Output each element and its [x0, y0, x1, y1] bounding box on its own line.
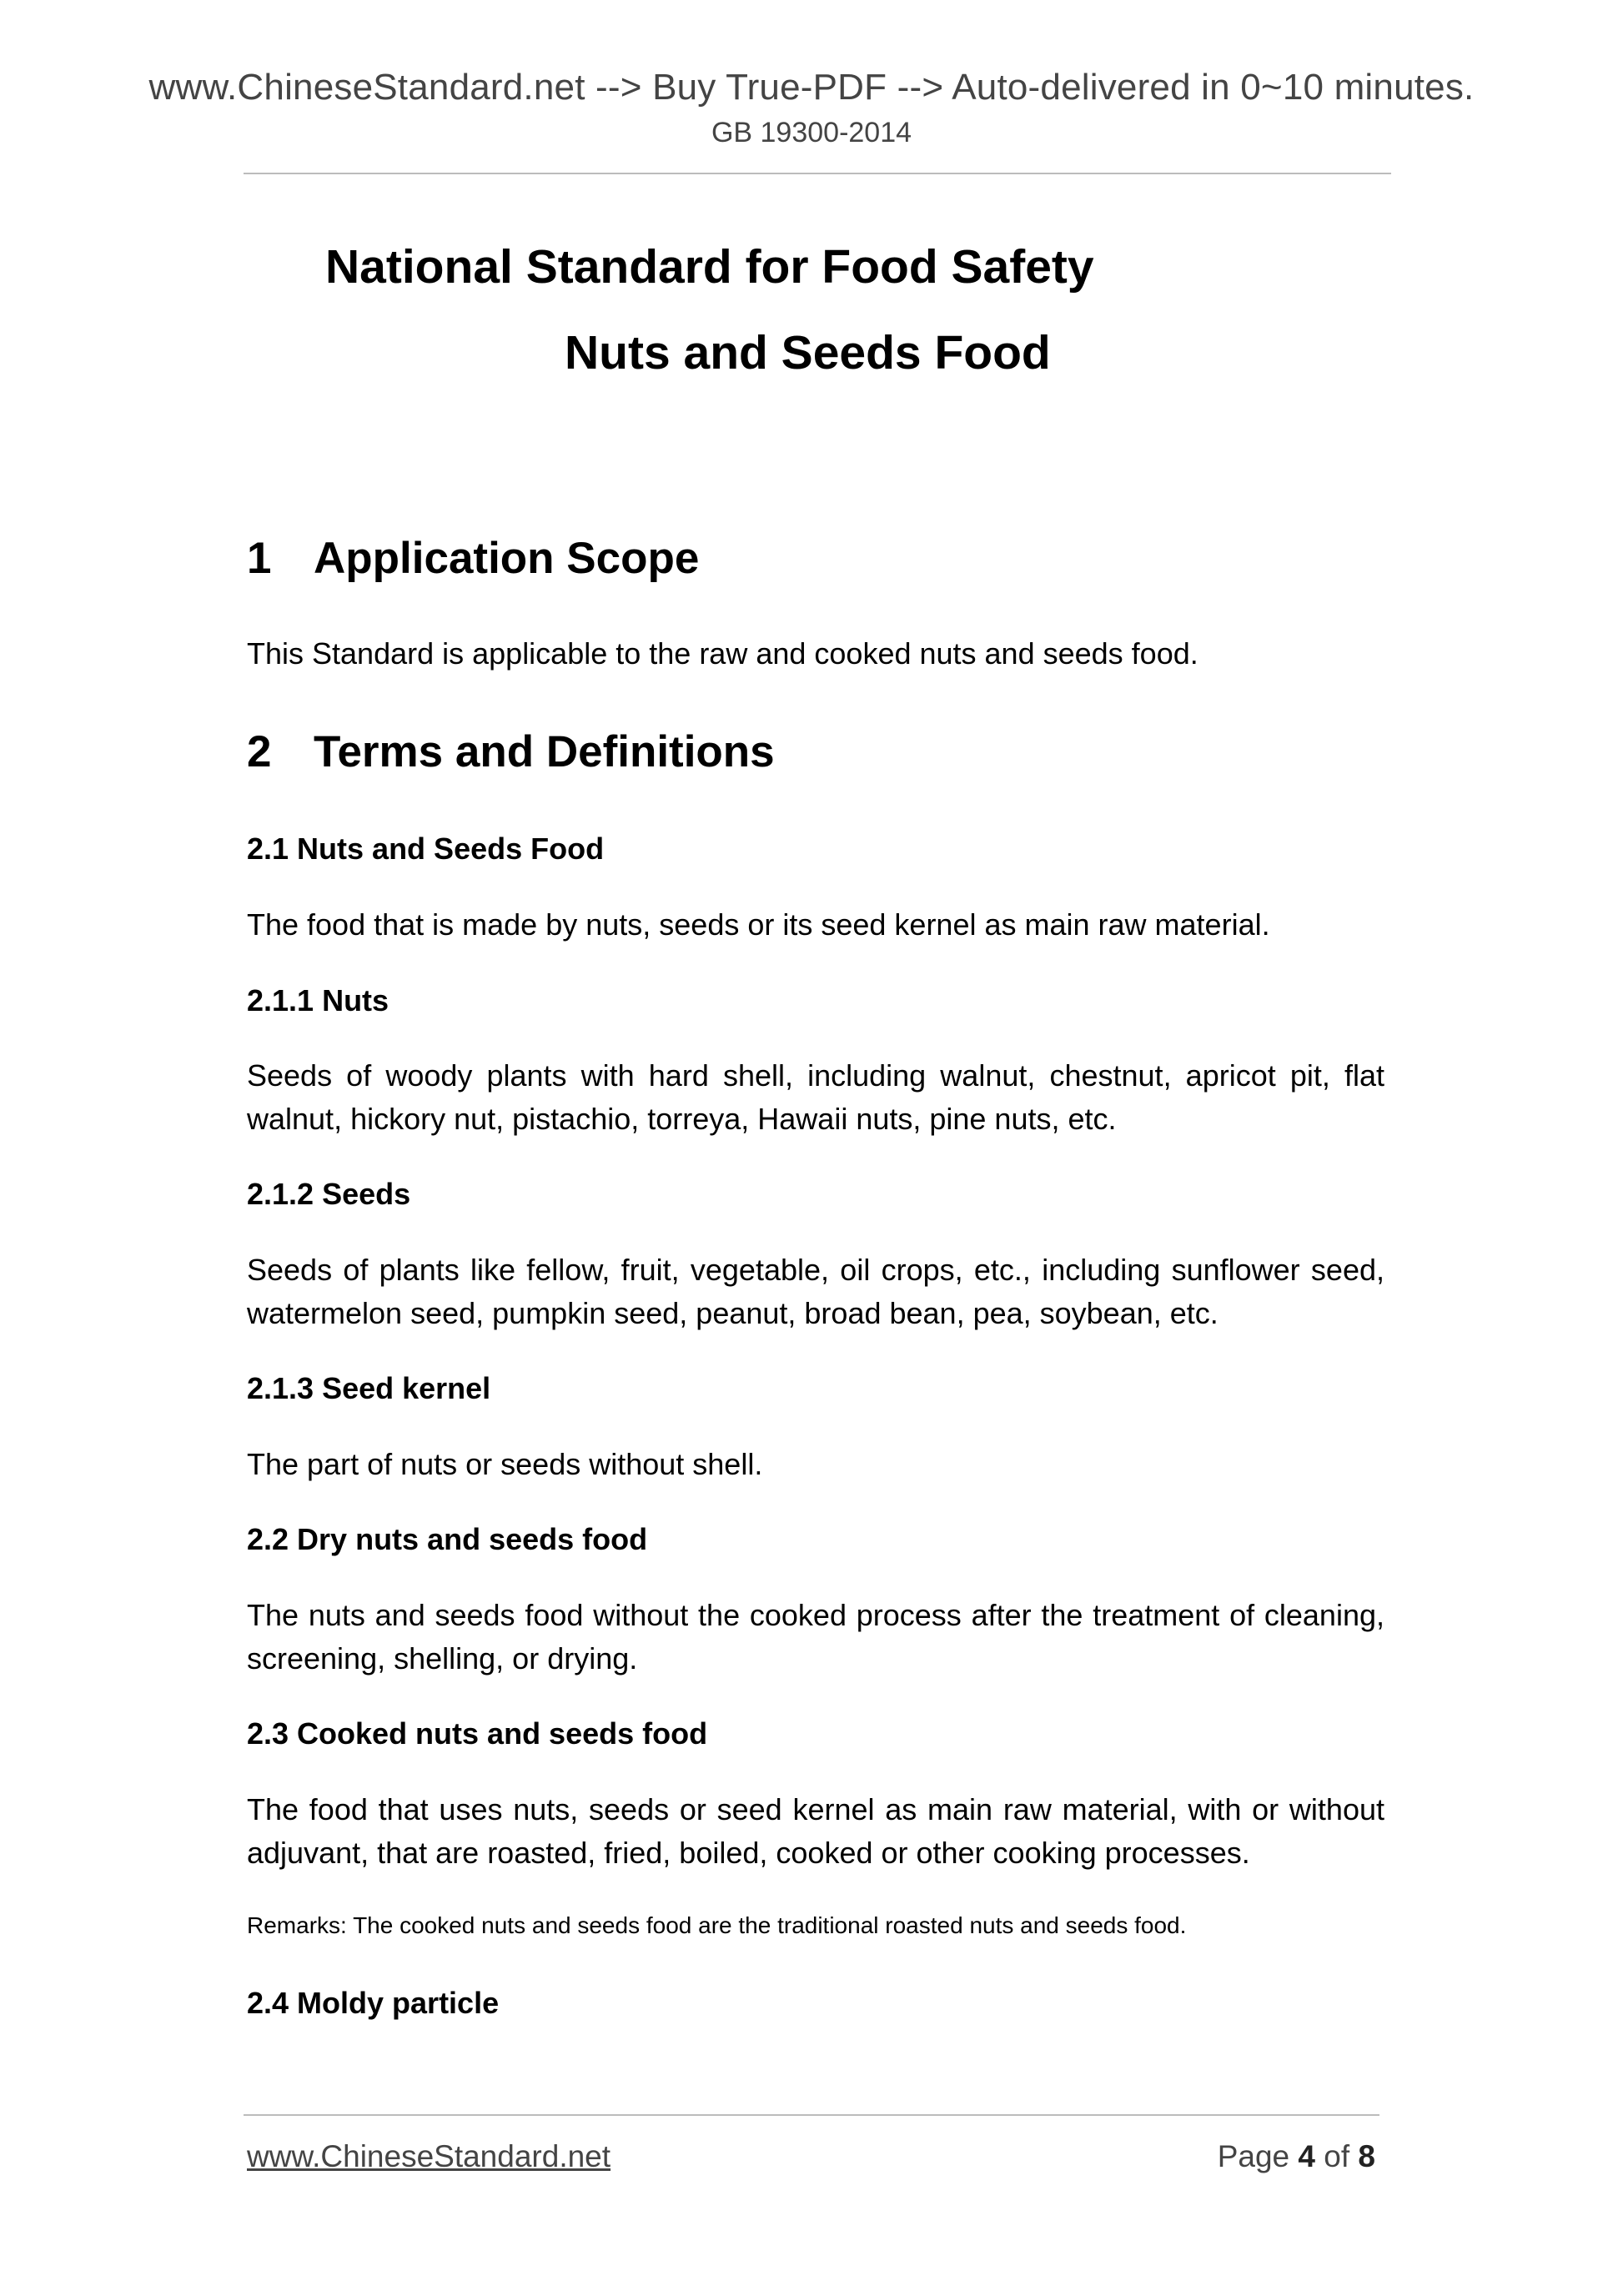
subsection-2-1-3-heading: 2.1.3 Seed kernel	[247, 1371, 491, 1405]
current-page: 4	[1298, 2139, 1315, 2173]
subsection-2-4-heading: 2.4 Moldy particle	[247, 1986, 500, 2020]
section-2-heading	[247, 726, 1384, 779]
page-word: Page	[1217, 2139, 1290, 2173]
subsection-2-2-heading: 2.2 Dry nuts and seeds food	[247, 1522, 648, 1556]
section-1-heading	[247, 532, 1384, 585]
subsection-2-1-2-heading: 2.1.2 Seeds	[247, 1177, 411, 1211]
subsection-2-1-1-heading: 2.1.1 Nuts	[247, 983, 389, 1017]
section-1-body: This Standard is applicable to the raw and cooked nuts and seeds food.	[247, 636, 1198, 671]
document-subtitle: Nuts and Seeds Food	[565, 326, 1051, 379]
subsection-2-1-1-body: Seeds of woody plants with hard shell, including walnut, chestnut, apricot pit, flat walnut, hickory nut, pistachio, torreya, Hawaii nuts, pine nuts, etc.	[247, 1058, 1384, 1136]
total-pages: 8	[1358, 2139, 1375, 2173]
subsection-2-1-heading: 2.1 Nuts and Seeds Food	[247, 831, 605, 866]
document-title: National Standard for Food Safety	[325, 240, 1094, 294]
subsection-2-1-3-body: The part of nuts or seeds without shell.	[247, 1447, 763, 1481]
header-banner: www.ChineseStandard.net --> Buy True-PDF --> Auto-delivered in 0~10 minutes.	[148, 67, 1475, 108]
subsection-2-3-body: The food that uses nuts, seeds or seed kernel as main raw material, with or without adjuvant, that are roasted, fried, boiled, cooked or other cooking processes.	[247, 1792, 1384, 1870]
section-number: 1	[247, 534, 272, 583]
footer-site-link[interactable]: www.ChineseStandard.net	[247, 2139, 611, 2173]
section-title: Terms and Definitions	[314, 727, 775, 776]
section-number: 2	[247, 727, 272, 776]
subsection-2-2-body: The nuts and seeds food without the cooked process after the treatment of cleaning, screening, shelling, or drying.	[247, 1598, 1384, 1676]
section-title: Application Scope	[314, 534, 700, 583]
subsection-2-1-2-body: Seeds of plants like fellow, fruit, vegetable, oil crops, etc., including sunflower seed, watermelon seed, pumpkin seed, peanut, broad bean, pea, soybean, etc.	[247, 1253, 1384, 1330]
page-of: of	[1324, 2139, 1350, 2173]
subsection-2-3-remark: Remarks: The cooked nuts and seeds food are the traditional roasted nuts and seeds food.	[247, 1912, 1187, 1938]
header-divider	[244, 173, 1391, 174]
subsection-2-3-heading: 2.3 Cooked nuts and seeds food	[247, 1716, 708, 1751]
subsection-2-1-body: The food that is made by nuts, seeds or its seed kernel as main raw material.	[247, 907, 1270, 942]
footer-divider	[244, 2114, 1379, 2116]
standard-code: GB 19300-2014	[711, 117, 912, 148]
page-indicator	[1218, 2137, 1375, 2177]
